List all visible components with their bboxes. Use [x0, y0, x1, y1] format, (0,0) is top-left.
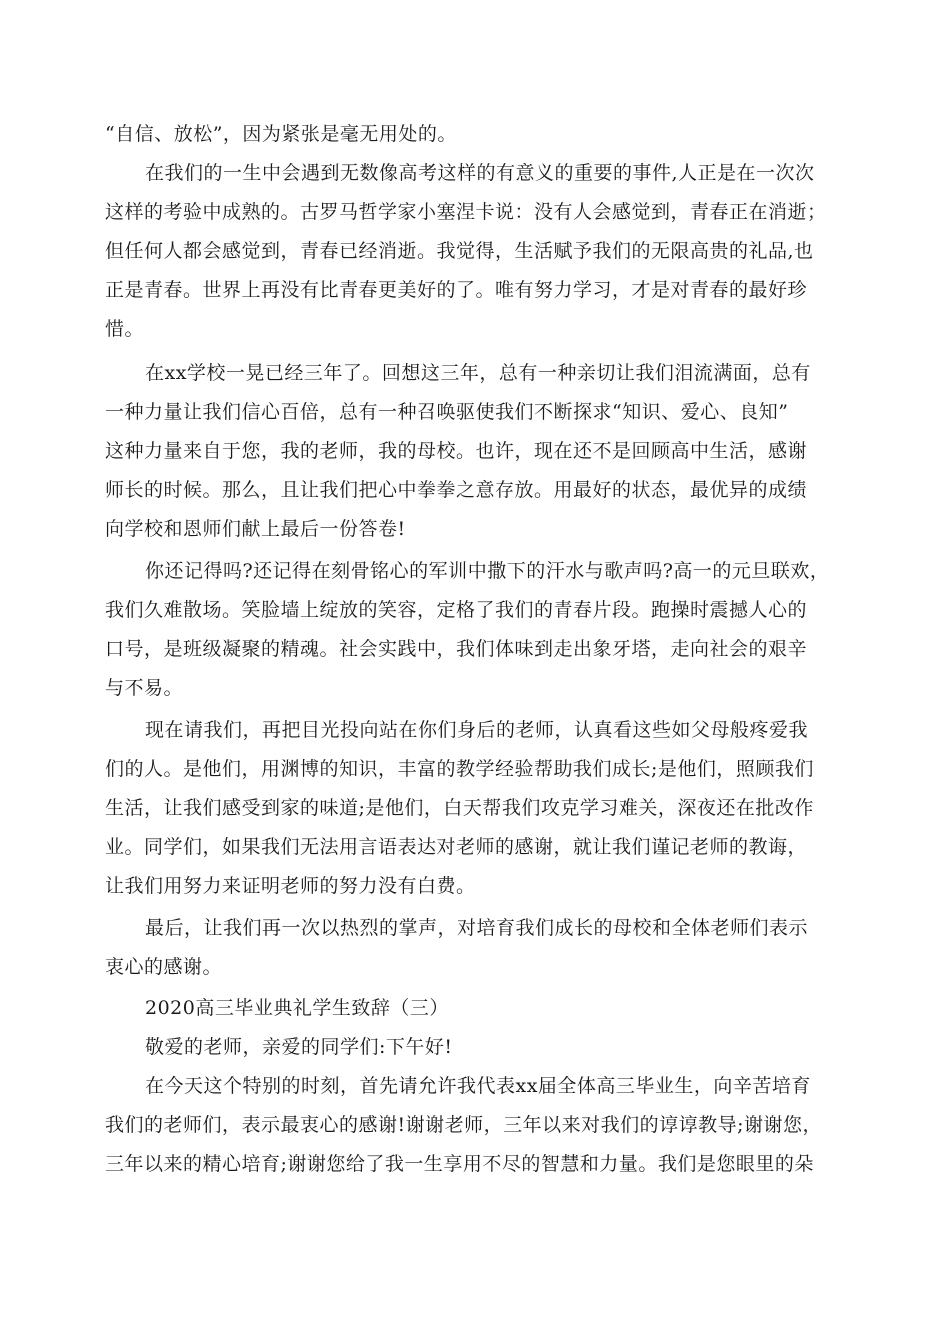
text-line: 这种力量来自于您，我的老师，我的母校。也许，现在还不是回顾高中生活，感谢	[105, 440, 808, 462]
section-heading: 2020高三毕业典礼学生致辞（三）	[145, 997, 449, 1019]
paragraph-first-line: 在今天这个特别的时刻，首先请允许我代表xx届全体高三毕业生，向辛苦培育	[145, 1075, 811, 1097]
text-line: 与不易。	[105, 677, 184, 699]
text-line: 生活，让我们感受到家的味道;是他们，白天帮我们攻克学习难关，深夜还在批改作	[105, 797, 814, 819]
paragraph-first-line: 在我们的一生中会遇到无数像高考这样的有意义的重要的事件,人正是在一次次	[145, 162, 815, 184]
text-line: 们的人。是他们，用渊博的知识，丰富的教学经验帮助我们成长;是他们，照顾我们	[105, 758, 814, 780]
text-line: 三年以来的精心培育;谢谢您给了我一生享用不尽的智慧和力量。我们是您眼里的朵	[105, 1153, 814, 1175]
text-line: 口号，是班级凝聚的精魂。社会实践中，我们体味到走出象牙塔，走向社会的艰辛	[105, 638, 808, 660]
text-line: 但任何人都会感觉到，青春已经消逝。我觉得，生活赋予我们的无限高贵的礼品,也	[105, 240, 814, 262]
text-line: 我们久难散场。笑脸墙上绽放的笑容，定格了我们的青春片段。跑操时震撼人心的	[105, 599, 808, 621]
salutation-line: 敬爱的老师，亲爱的同学们:下午好!	[145, 1036, 453, 1058]
text-line: 一种力量让我们信心百倍，总有一种召唤驱使我们不断探求“知识、爱心、良知”	[105, 401, 789, 423]
text-line: 这样的考验中成熟的。古罗马哲学家小塞涅卡说：没有人会感觉到，青春正在消逝；	[105, 201, 827, 223]
text-line: 师长的时候。那么，且让我们把心中拳拳之意存放。用最好的状态，最优异的成绩	[105, 479, 808, 501]
paragraph-first-line: 在xx学校一晃已经三年了。回想这三年，总有一种亲切让我们泪流满面，总有	[145, 362, 811, 384]
paragraph-first-line: 最后，让我们再一次以热烈的掌声，对培育我们成长的母校和全体老师们表示	[145, 917, 809, 939]
paragraph-first-line: 你还记得吗?还记得在刻骨铭心的军训中撒下的汗水与歌声吗?高一的元旦联欢，	[145, 560, 830, 582]
text-line: 向学校和恩师们献上最后一份答卷!	[105, 518, 406, 540]
text-line: 业。同学们，如果我们无法用言语表达对老师的感谢，就让我们谨记老师的教诲，	[105, 836, 808, 858]
text-line: 让我们用努力来证明老师的努力没有白费。	[105, 875, 476, 897]
text-line: 正是青春。世界上再没有比青春更美好的了。唯有努力学习，才是对青春的最好珍	[105, 279, 808, 301]
text-line: “自信、放松”，因为紧张是毫无用处的。	[105, 123, 457, 145]
text-line: 我们的老师们，表示最衷心的感谢!谢谢老师，三年以来对我们的谆谆教导;谢谢您，	[105, 1114, 823, 1136]
text-line: 惜。	[105, 318, 145, 340]
paragraph-first-line: 现在请我们，再把目光投向站在你们身后的老师，认真看这些如父母般疼爱我	[145, 719, 809, 741]
text-line: 衷心的感谢。	[105, 956, 223, 978]
